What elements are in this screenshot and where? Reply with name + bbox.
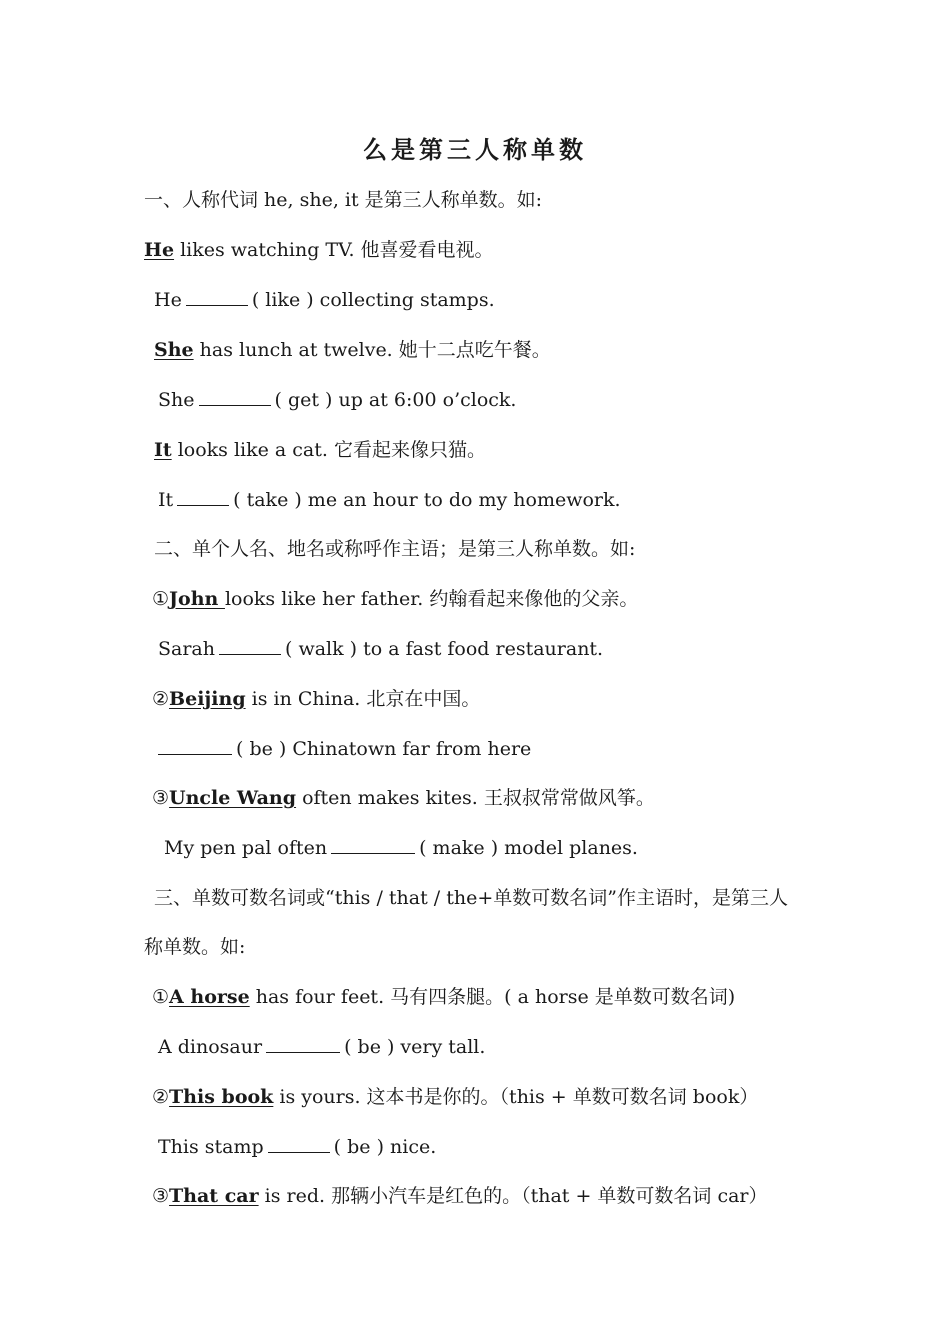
exercise-suffix: ( make ) model planes. [419, 837, 638, 859]
circled-number-3: ③ [152, 1185, 170, 1207]
exercise-suffix: ( be ) Chinatown far from here [236, 738, 532, 760]
section1-example-3 [154, 436, 486, 464]
exercise-suffix: ( walk ) to a fast food restaurant. [285, 638, 604, 660]
answer-blank[interactable] [219, 636, 281, 655]
section1-example-2 [154, 336, 551, 364]
section1-example-1 [144, 236, 494, 264]
section1-heading: 一、人称代词 he, she, it 是第三人称单数。如: [144, 189, 543, 211]
circled-number-2: ② [152, 1086, 170, 1108]
section2-heading: 二、单个人名、地名或称呼作主语；是第三人称单数。如: [154, 538, 636, 560]
exercise-suffix: ( be ) very tall. [344, 1036, 486, 1058]
answer-blank[interactable] [186, 287, 248, 306]
example-text: looks like a cat. 它看起来像只猫。 [171, 439, 486, 461]
subject-uncle-wang: Uncle Wang [169, 787, 297, 809]
subject-john: John [169, 588, 225, 610]
exercise-prefix: My pen pal often [164, 837, 328, 859]
section3-example-3 [152, 1182, 768, 1210]
page-title: 么是第三人称单数 [363, 135, 587, 164]
example-text: has lunch at twelve. 她十二点吃午餐。 [193, 339, 551, 361]
exercise-suffix: ( be ) nice. [333, 1136, 437, 1158]
exercise-prefix: She [158, 389, 195, 411]
example-text: has four feet. 马有四条腿。( a horse 是单数可数名词) [249, 986, 736, 1008]
answer-blank[interactable] [199, 387, 271, 406]
exercise-prefix: This stamp [158, 1136, 264, 1158]
example-text: is red. 那辆小汽车是红色的。（that + 单数可数名词 car） [258, 1185, 768, 1207]
circled-number-2: ② [152, 688, 170, 710]
exercise-suffix: ( take ) me an hour to do my homework. [233, 489, 621, 511]
section2-exercise-2 [154, 735, 531, 763]
subject-he: He [144, 239, 175, 261]
section3-example-1 [152, 983, 735, 1011]
exercise-suffix: ( get ) up at 6:00 o’clock. [274, 389, 517, 411]
exercise-prefix: It [158, 489, 174, 511]
example-text: is in China. 北京在中国。 [245, 688, 481, 710]
exercise-prefix: Sarah [158, 638, 215, 660]
exercise-prefix: He [154, 289, 182, 311]
section1-exercise-1 [154, 286, 495, 314]
section3-heading-line-2: 称单数。如: [144, 936, 246, 958]
subject-it: It [154, 439, 172, 461]
exercise-suffix: ( like ) collecting stamps. [251, 289, 495, 311]
subject-beijing: Beijing [169, 688, 246, 710]
subject-that-car: That car [169, 1185, 259, 1207]
section2-example-3 [152, 784, 655, 812]
section3-heading-line-1: 三、单数可数名词或“this / that / the+单数可数名词”作主语时，是第三人 [154, 887, 788, 909]
subject-she: She [154, 339, 194, 361]
answer-blank[interactable] [331, 835, 415, 854]
section2-example-2 [152, 685, 480, 713]
answer-blank[interactable] [158, 736, 232, 755]
example-text: likes watching TV. 他喜爱看电视。 [174, 239, 494, 261]
example-text: often makes kites. 王叔叔常常做风筝。 [296, 787, 655, 809]
circled-number-3: ③ [152, 787, 170, 809]
circled-number-1: ① [152, 986, 170, 1008]
section3-example-2 [152, 1083, 758, 1111]
answer-blank[interactable] [268, 1134, 330, 1153]
section3-exercise-1 [158, 1033, 485, 1061]
section2-exercise-1 [158, 635, 603, 663]
section1-exercise-3 [158, 486, 621, 514]
section3-exercise-2 [158, 1133, 436, 1161]
example-text: looks like her father. 约翰看起来像他的父亲。 [224, 588, 639, 610]
section2-example-1 [152, 585, 638, 613]
exercise-prefix: A dinosaur [158, 1036, 263, 1058]
subject-this-book: This book [169, 1086, 274, 1108]
section2-exercise-3 [164, 834, 638, 862]
section1-exercise-2 [158, 386, 516, 414]
answer-blank[interactable] [177, 487, 229, 506]
circled-number-1: ① [152, 588, 170, 610]
answer-blank[interactable] [266, 1034, 340, 1053]
example-text: is yours. 这本书是你的。（this + 单数可数名词 book） [273, 1086, 759, 1108]
subject-a-horse: A horse [169, 986, 250, 1008]
